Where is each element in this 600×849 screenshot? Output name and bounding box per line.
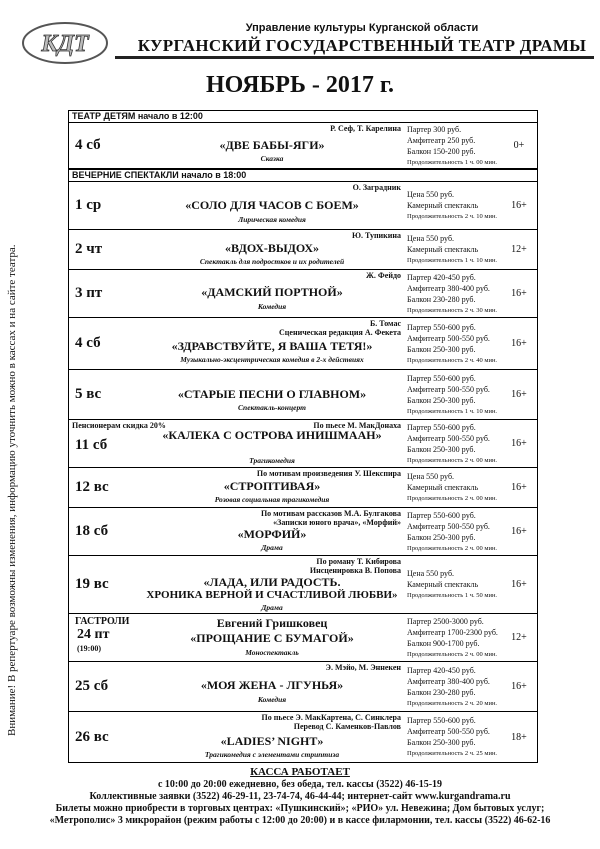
price-line: Партер 420-450 руб. — [407, 665, 476, 675]
show-duration: Продолжительность 2 ч. 10 мин. — [407, 213, 498, 220]
show-row — [69, 556, 537, 614]
price-line: Камерный спектакль — [407, 245, 479, 254]
group-orders: Коллективные заявки (3522) 46-29-11, 23-74-74, 46-44-44; интернет-сайт www.kurgandrama.ru — [89, 791, 511, 802]
price-line: Балкон 230-280 руб. — [407, 294, 476, 304]
show-prices — [407, 556, 507, 613]
price-line: Амфитеатр 500-550 руб. — [407, 333, 490, 343]
show-duration: Продолжительность 2 ч. 25 мин. — [407, 750, 498, 757]
show-author: Евгений Гришковец — [216, 616, 328, 630]
show-date: 12 вс — [75, 479, 109, 495]
price-line: Камерный спектакль — [407, 580, 479, 589]
show-row — [69, 230, 537, 270]
show-title: «МОЯ ЖЕНА - ЛГУНЬЯ» — [200, 678, 344, 692]
show-row — [69, 370, 537, 420]
age-rating: 16+ — [511, 438, 527, 449]
price-line: Камерный спектакль — [407, 201, 479, 210]
price-line: Партер 550-600 руб. — [407, 322, 476, 332]
svg-text:КДТ: КДТ — [41, 31, 89, 57]
price-line: Амфитеатр 500-550 руб. — [407, 384, 490, 394]
page-title: НОЯБРЬ - 2017 г. — [205, 72, 395, 98]
price-line: Балкон 250-300 руб. — [407, 444, 476, 454]
price-line: Балкон 250-300 руб. — [407, 395, 476, 405]
tour-label: ГАСТРОЛИ — [75, 616, 130, 627]
age-rating: 0+ — [513, 140, 525, 151]
show-duration: Продолжительность 2 ч. 00 мин. — [407, 495, 498, 502]
show-date: 5 вс — [75, 386, 102, 402]
show-genre: Драма — [261, 603, 283, 612]
show-date: 25 сб — [75, 678, 109, 694]
age-rating: 16+ — [511, 482, 527, 493]
show-title: «ЛАДА, ИЛИ РАДОСТЬ. — [203, 575, 341, 589]
show-time: (19:00) — [77, 644, 101, 653]
show-date: 19 вс — [75, 576, 109, 592]
show-prices — [407, 712, 507, 762]
show-date: 1 ср — [75, 197, 102, 213]
show-title: «ДАМСКИЙ ПОРТНОЙ» — [201, 285, 343, 299]
show-date: 18 сб — [75, 523, 109, 539]
show-credit: Ю. Тупикина — [352, 231, 401, 240]
show-credit — [261, 509, 401, 527]
show-date: 3 пт — [75, 285, 103, 301]
show-title: «ДВЕ БАБЫ-ЯГИ» — [219, 138, 325, 152]
schedule-table — [68, 110, 538, 763]
age-rating: 16+ — [511, 681, 527, 692]
price-line: Амфитеатр 1700-2300 руб. — [407, 627, 498, 637]
show-genre: Комедия — [257, 695, 287, 704]
show-row — [69, 712, 537, 763]
price-line: Цена 550 руб. — [407, 569, 455, 578]
age-rating: 12+ — [511, 632, 527, 643]
show-genre: Моноспектакль — [245, 648, 299, 657]
ticket-outlets: Билеты можно приобрести в торговых центрах: «Пушкинский»; «РИО» ул. Невежина; Дом бытовых услуг; — [55, 803, 545, 814]
show-prices — [407, 370, 507, 419]
price-line: Камерный спектакль — [407, 483, 479, 492]
show-duration: Продолжительность 2 ч. 00 мин. — [407, 456, 498, 464]
price-line: Балкон 900-1700 руб. — [407, 638, 480, 648]
price-line: Партер 550-600 руб. — [407, 510, 476, 520]
show-prices — [407, 508, 507, 555]
department-name: Управление культуры Курганской области — [245, 22, 479, 34]
author-line: Б. Томас — [369, 319, 401, 328]
show-prices — [407, 318, 507, 369]
price-line: Цена 550 руб. — [407, 234, 455, 243]
show-title: «СТРОПТИВАЯ» — [223, 479, 321, 493]
show-credit: Р. Сеф, Т. Карелина — [330, 124, 401, 133]
show-title: «СТАРЫЕ ПЕСНИ О ГЛАВНОМ» — [177, 387, 367, 401]
show-row — [69, 270, 537, 318]
show-genre: Спектакль для подростков и их родителей — [199, 257, 345, 266]
header — [20, 20, 594, 66]
age-rating: 12+ — [511, 244, 527, 255]
theatre-name: КУРГАНСКИЙ ГОСУДАРСТВЕННЫЙ ТЕАТР ДРАМЫ — [137, 36, 587, 55]
repertoire-warning: Внимание! В репертуаре возможны изменения, информацию уточнить можно в кассах и на сайте театра. — [6, 244, 18, 736]
show-duration: Продолжительность 2 ч. 00 мин. — [407, 650, 498, 658]
show-genre: Комедия — [257, 302, 287, 311]
show-genre: Музыкально-эксцентрическая комедия в 2-х действиях — [180, 355, 364, 364]
show-prices — [407, 230, 507, 269]
price-line: Амфитеатр 500-550 руб. — [407, 433, 490, 443]
show-row — [69, 662, 537, 712]
source-line: «Записки юного врача», «Морфий» — [273, 518, 401, 527]
discount-note: Пенсионерам скидка 20% — [72, 421, 166, 430]
show-duration: Продолжительность 2 ч. 00 мин. — [407, 544, 498, 552]
show-genre: Трагикомедия — [249, 456, 295, 465]
age-rating: 16+ — [511, 579, 527, 590]
box-office-hours: с 10:00 до 20:00 ежедневно, без обеда, тел. кассы (3522) 46-15-19 — [157, 779, 443, 790]
show-row — [69, 123, 537, 169]
ticket-outlets-2: «Метрополис» 3 микрорайон (режим работы с 12:00 до 20:00) и в кассе филармонии, тел. кассы (3522) 46-62-16 — [49, 815, 551, 826]
show-row — [69, 468, 537, 508]
show-credit: По мотивам произведения У. Шекспира — [256, 469, 401, 478]
age-rating: 16+ — [511, 338, 527, 349]
show-credit — [262, 713, 402, 731]
show-genre: Розовая социальная трагикомедия — [214, 495, 330, 504]
show-row — [69, 614, 537, 662]
section-evening: ВЕЧЕРНИЕ СПЕКТАКЛИ начало в 18:00 — [69, 169, 537, 182]
show-credit — [310, 557, 401, 575]
show-credit: По пьесе М. МакДонаха — [313, 421, 401, 430]
show-row — [69, 508, 537, 556]
price-line: Цена 550 руб. — [407, 190, 455, 199]
show-title: «LADIES’ NIGHT» — [220, 734, 324, 748]
show-title: «ВДОХ-ВЫДОХ» — [225, 241, 319, 255]
show-title: «ПРОЩАНИЕ С БУМАГОЙ» — [190, 631, 354, 645]
box-office-heading: КАССА РАБОТАЕТ — [250, 766, 350, 778]
section-kids: ТЕАТР ДЕТЯМ начало в 12:00 — [69, 110, 537, 123]
show-title: «МОРФИЙ» — [237, 527, 307, 541]
price-line: Партер 300 руб. — [407, 124, 462, 134]
show-date: 4 сб — [75, 137, 101, 153]
show-date: 26 вс — [75, 728, 109, 745]
price-line: Партер 2500-3000 руб. — [407, 616, 484, 626]
price-line: Партер 550-600 руб. — [407, 422, 476, 432]
show-date: 11 сб — [75, 437, 108, 453]
show-duration: Продолжительность 2 ч. 30 мин. — [407, 306, 498, 314]
price-line: Амфитеатр 250 руб. — [407, 135, 476, 145]
show-prices — [407, 182, 507, 229]
show-credit: Ж. Фейдо — [366, 271, 401, 280]
show-date: 4 сб — [75, 335, 101, 351]
show-row — [69, 318, 537, 370]
show-credit — [279, 319, 401, 337]
show-genre: Драма — [261, 543, 283, 552]
age-rating: 16+ — [511, 526, 527, 537]
show-title-line2: ХРОНИКА ВЕРНОЙ И СЧАСТЛИВОЙ ЛЮБВИ» — [146, 589, 398, 601]
price-line: Балкон 250-300 руб. — [407, 738, 476, 747]
show-duration: Продолжительность 1 ч. 10 мин. — [407, 257, 498, 264]
price-line: Партер 550-600 руб. — [407, 373, 476, 383]
header-rule — [115, 56, 594, 59]
price-line: Балкон 230-280 руб. — [407, 687, 476, 697]
show-duration: Продолжительность 2 ч. 40 мин. — [407, 356, 498, 364]
show-credit: О. Заградник — [352, 183, 401, 192]
show-title: «СОЛО ДЛЯ ЧАСОВ С БОЕМ» — [185, 198, 359, 212]
show-prices — [407, 270, 507, 317]
show-duration: Продолжительность 1 ч. 00 мин. — [407, 158, 498, 166]
box-office-info — [49, 765, 551, 827]
show-prices — [407, 123, 507, 168]
age-rating: 16+ — [511, 200, 527, 211]
show-title: «ЗДРАВСТВУЙТЕ, Я ВАША ТЕТЯ!» — [171, 339, 373, 353]
translator-line: Перевод С. Каменков-Павлов — [293, 722, 401, 731]
show-genre: Лирическая комедия — [238, 215, 306, 224]
price-line: Балкон 250-300 руб. — [407, 344, 476, 354]
show-prices — [407, 420, 507, 467]
show-credit: Э. Мэйо, М. Эннекен — [325, 663, 401, 672]
show-duration: Продолжительность 1 ч. 50 мин. — [407, 592, 498, 599]
price-line: Амфитеатр 500-550 руб. — [407, 727, 490, 736]
show-prices — [407, 614, 507, 661]
show-prices — [407, 468, 507, 507]
price-line: Амфитеатр 500-550 руб. — [407, 521, 490, 531]
show-prices — [407, 662, 507, 711]
price-line: Партер 420-450 руб. — [407, 272, 476, 282]
price-line: Балкон 150-200 руб. — [407, 146, 476, 156]
director-line: Сценическая редакция А. Фекета — [279, 328, 401, 337]
show-genre: Спектакль-концерт — [238, 403, 306, 412]
show-duration: Продолжительность 2 ч. 20 мин. — [407, 699, 498, 707]
show-genre: Сказка — [260, 154, 284, 163]
show-genre: Трагикомедия с элементами стриптиза — [204, 750, 340, 759]
show-title: «КАЛЕКА С ОСТРОВА ИНИШМААН» — [162, 428, 382, 442]
price-line: Балкон 250-300 руб. — [407, 532, 476, 542]
director-line: Инсценировка В. Попова — [309, 566, 401, 575]
price-line: Амфитеатр 380-400 руб. — [407, 283, 490, 293]
age-rating: 16+ — [511, 389, 527, 400]
price-line: Цена 550 руб. — [407, 472, 455, 481]
age-rating: 16+ — [511, 288, 527, 299]
author-line: По пьесе Э. МакКартена, С. Синклера — [261, 713, 401, 722]
price-line: Партер 550-600 руб. — [407, 716, 476, 725]
show-duration: Продолжительность 1 ч. 10 мин. — [407, 407, 498, 415]
show-row — [69, 420, 537, 468]
author-line: По мотивам рассказов М.А. Булгакова — [260, 509, 401, 518]
theatre-logo — [20, 20, 110, 66]
show-row — [69, 182, 537, 230]
age-rating: 18+ — [511, 731, 527, 743]
price-line: Амфитеатр 380-400 руб. — [407, 676, 490, 686]
show-date: 24 пт — [77, 627, 110, 642]
show-date: 2 чт — [75, 241, 103, 257]
author-line: По роману Т. Кибирова — [316, 557, 401, 566]
